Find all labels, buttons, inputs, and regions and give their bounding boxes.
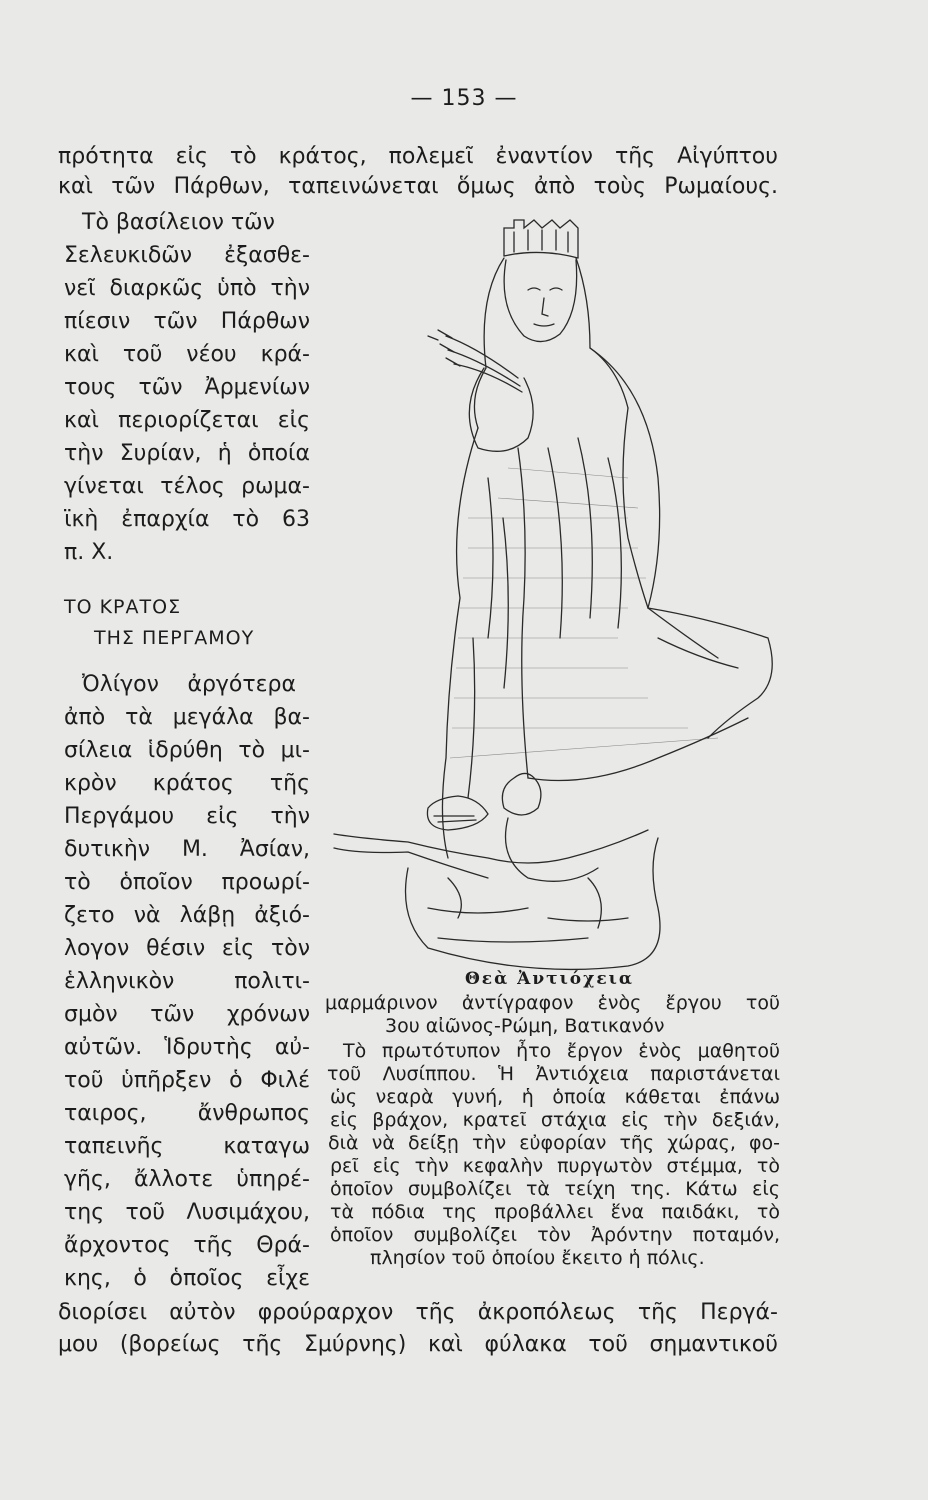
text-line: Ὀλίγον ἀργότερα [82,672,296,697]
section-heading: ΤΗΣ ΠΕΡΓΑΜΟΥ [94,627,255,649]
text-line: της τοῦ Λυσιμάχου, [64,1200,310,1225]
caption-line: τὰ πόδια της προβάλλει ἕνα παιδάκι, τὸ [330,1201,780,1223]
text-line: ἄρχοντος τῆς Θρά- [64,1233,310,1258]
text-line: Σελευκιδῶν ἐξασθε- [64,243,310,268]
caption-line: ρεῖ εἰς τὴν κεφαλὴν πυργωτὸν στέμμα, τὸ [330,1155,780,1177]
text-line: τοῦ ὑπῆρξεν ὁ Φιλέ [64,1068,310,1093]
caption-line: εἰς βράχον, κρατεῖ στάχια εἰς τὴν δεξιάν, [330,1109,780,1131]
text-line: ζετο νὰ λάβῃ ἀξιό- [64,903,310,928]
text-line: δυτικὴν Μ. Ἀσίαν, [64,837,310,862]
text-line: ταιρος, ἄνθρωπος [64,1101,310,1126]
caption-line: διὰ νὰ δείξῃ τὴν εὐφορίαν τῆς χώρας, φο- [328,1132,780,1154]
text-line: σμὸν τῶν χρόνων [64,1002,310,1027]
text-line: λογον θέσιν εἰς τὸν [64,936,310,961]
text-line: αὐτῶν. Ἱδρυτὴς αὐ- [64,1035,310,1060]
caption-line: Τὸ πρωτότυπον ἦτο ἔργον ἑνὸς μαθητοῦ [343,1040,780,1062]
caption-line: ὡς νεαρὰ γυνή, ἡ ὁποία κάθεται ἐπάνω [330,1086,780,1108]
text-line: πρότητα εἰς τὸ κράτος, πολεμεῖ ἐναντίον τῆς Αἰγύπτου [58,144,778,169]
text-line: πίεσιν τῶν Πάρθων [64,309,310,334]
text-line: Τὸ βασίλειον τῶν [82,210,275,235]
text-line: ϊκὴ ἐπαρχία τὸ 63 [64,507,310,532]
caption-line: ὁποῖον συμβολίζει τὰ τείχη της. Κάτω εἰς [330,1178,780,1200]
text-line: νεῖ διαρκῶς ὑπὸ τὴν [64,276,310,301]
caption-subtitle: 3ου αἰῶνος-Ρώμη, Βατικανόν [385,1015,665,1037]
text-line: γῆς, ἄλλοτε ὑπηρέ- [64,1167,310,1192]
caption-title: Θεὰ Ἀντιόχεια [465,969,634,989]
section-heading: ΤΟ ΚΡΑΤΟΣ [64,596,182,618]
text-line: διορίσει αὐτὸν φρούραρχον τῆς ἀκροπόλεως τῆς Περγά- [58,1300,778,1325]
text-line: σίλεια ἱδρύθη τὸ μι- [64,738,310,763]
text-line: μου (βορείως τῆς Σμύρνης) καὶ φύλακα τοῦ σημαντικοῦ [58,1332,778,1357]
text-line: Περγάμου εἰς τὴν [64,804,310,829]
text-line: ἀπὸ τὰ μεγάλα βα- [64,705,310,730]
text-line: τους τῶν Ἀρμενίων [64,375,310,400]
caption-line: πλησίον τοῦ ὁποίου ἔκειτο ἡ πόλις. [370,1247,705,1269]
text-line: κης, ὁ ὁποῖος εἶχε [64,1266,310,1291]
caption-line: ὁποῖον συμβολίζει τὸν Ἀρόντην ποταμόν, [330,1224,780,1246]
text-line: καὶ περιορίζεται εἰς [64,408,310,433]
caption-subtitle: μαρμάρινον ἀντίγραφον ἑνὸς ἔργου τοῦ [325,992,780,1014]
text-line: π. Χ. [64,540,114,565]
text-line: τὴν Συρίαν, ἡ ὁποία [64,441,310,466]
caption-line: τοῦ Λυσίππου. Ἡ Ἀντιόχεια παριστάνεται [327,1063,780,1085]
text-line: τὸ ὁποῖον προωρί- [64,870,310,895]
text-line: καὶ τῶν Πάρθων, ταπεινώνεται ὅμως ἀπὸ τοὺς Ρωμαίους. [58,174,778,199]
text-line: ἑλληνικὸν πολιτι- [64,969,310,994]
text-line: γίνεται τέλος ρωμα- [64,474,310,499]
text-line: καὶ τοῦ νέου κρά- [64,342,310,367]
statue-illustration [328,218,788,976]
text-line: κρὸν κράτος τῆς [64,771,310,796]
page-number: — 153 — [410,86,518,111]
text-line: ταπεινῆς καταγω [64,1134,310,1159]
